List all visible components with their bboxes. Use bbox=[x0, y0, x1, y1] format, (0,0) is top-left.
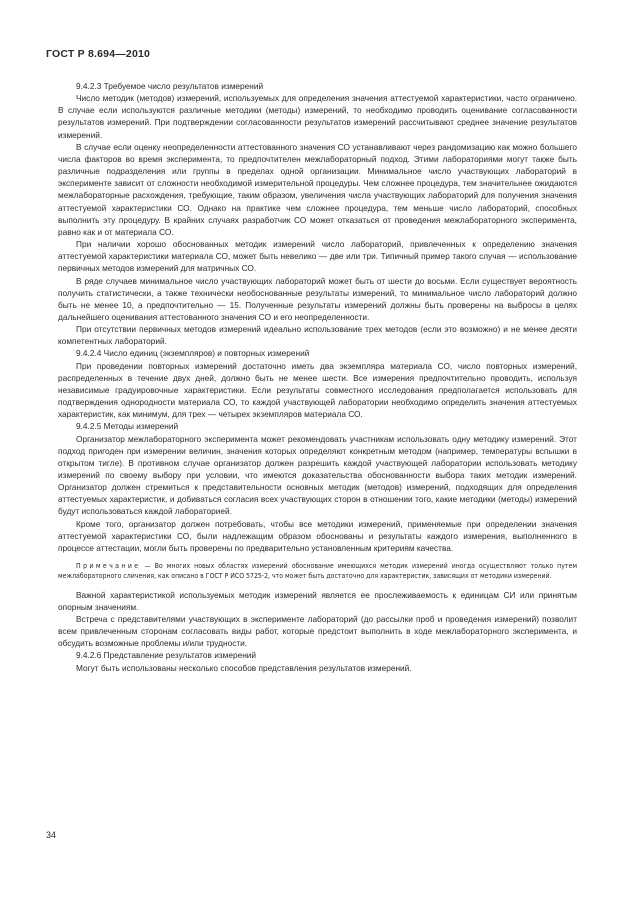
note-text: — Во многих новых областях измерений обоснование имеющихся методик измерений иногда осуществляют только путем межлабораторного сличения, как описано в ГОСТ Р ИСО 5725-2, что может быть достаточно для характеристик, зависящих от методики измерений. bbox=[58, 562, 578, 581]
note bbox=[58, 561, 577, 582]
paragraph: Встреча с представителями участвующих в эксперименте лабораторий (до рассылки проб и проведения измерений) позволит всем привлеченным сторонам согласовать виды работ, которые предстоит выполнить в ходе межлабораторного эксперимента, и обсудить возможные проблемы и/или трудности. bbox=[58, 614, 577, 649]
paragraph: Организатор межлабораторного эксперимента может рекомендовать участникам использовать одну методику измерений. Этот подход пригоден при измерении величин, значения которых определяют конкретным методом (например, температуры вспышки в открытом тигле). В противном случае организатор должен разрешить каждой участвующей лаборатории использовать методику измерений по своему выбору при условии, что имеются доказательства обоснованности выбора таких методик измерений. Организатор должен стремиться к представительности основных методик (методов) измерений, подходящих для определения аттестуемых характеристик, и добиваться согласия всех участвующих сторон в отношении того, какие методики (методы) измерений будут использоваться каждой лабораторией. bbox=[58, 433, 577, 517]
paragraph: Кроме того, организатор должен потребовать, чтобы все методики измерений, применяемые при определении значения аттестуемой характеристики СО, были надлежащим образом обоснованы и результаты каждого измерения, выполненного в процессе аттестации, могли быть проверены по предварительно установленным критериям качества. bbox=[58, 518, 577, 553]
paragraph: При проведении повторных измерений достаточно иметь два экземпляра материала СО, число повторных измерений, распределенных в течение двух дней, должно быть не менее шести. Все измерения предпочтительно проводить, используя независимые градуировочные характеристики. Если результаты совместного исследования предполагается использовать для подтверждения однородности материала СО, то каждой участвующей лаборатории необходимо определить значения аттестуемых характеристик, как минимум, для трех — четырех экземпляров материала СО. bbox=[58, 360, 577, 420]
paragraph: В ряде случаев минимальное число участвующих лабораторий может быть от шести до восьми. Если существует вероятность получить статистически, а также технически необоснованные результаты измерений, то минимальное число лабораторий должно быть не менее 10, а предпочтительно — 15. Полученные результаты измерений должны быть проверены на выбросы в целях дальнейшего оценивания аттестованного значения СО и его неопределенности. bbox=[58, 275, 577, 322]
section-heading-9-4-2-4: 9.4.2.4 Число единиц (экземпляров) и повторных измерений bbox=[76, 348, 310, 359]
paragraph: Могут быть использованы несколько способов представления результатов измерений. bbox=[76, 662, 412, 673]
section-heading-9-4-2-6: 9.4.2.6 Представление результатов измерений bbox=[76, 650, 257, 661]
paragraph: В случае если оценку неопределенности аттестованного значения СО устанавливают через рандомизацию как можно большего числа факторов во время эксперимента, то предпочтителен межлабораторный подход. Этими лабораториями могут также быть различные подразделения или группы в пределах одной организации. Минимальное число участвующих лабораторий в эксперименте зависит от сложности необходимой измерительной процедуры. Чем сложнее процедура, тем значительнее ожидаются межлабораторные расхождения, требующие, таким образом, увеличения числа участвующих лабораторий для получения значения аттестуемой характеристики СО. Однако на практике чем сложнее процедура, тем меньше число лабораторий, способных выполнить эту процедуру. В крайних случаях разработчик СО может отказаться от проведения межлабораторного эксперимента, равно как и от материала СО. bbox=[58, 141, 577, 237]
page-number: 34 bbox=[46, 830, 57, 840]
document-body bbox=[58, 80, 577, 674]
note-label: Примечание bbox=[76, 562, 141, 571]
paragraph: При наличии хорошо обоснованных методик измерений число лабораторий, привлеченных к определению значения аттестуемой характеристики материала СО, может быть невелико — две или три. Типичный пример такого случая — использование первичных методов измерений для матричных СО. bbox=[58, 239, 577, 274]
document-header: ГОСТ Р 8.694—2010 bbox=[46, 48, 151, 60]
section-heading-9-4-2-5: 9.4.2.5 Методы измерений bbox=[76, 421, 179, 432]
paragraph: При отсутствии первичных методов измерений идеально использование трех методов (если это возможно) и не менее десяти компетентных лабораторий. bbox=[58, 324, 577, 347]
section-heading-9-4-2-3: 9.4.2.3 Требуемое число результатов измерений bbox=[76, 81, 264, 91]
paragraph: Важной характеристикой используемых методик измерений является ее прослеживаемость к единицам СИ или принятым опорным значениям. bbox=[58, 589, 577, 612]
paragraph: Число методик (методов) измерений, используемых для определения значения аттестуемой характеристики, часто ограничено. В случае если используются различные методики (методы) измерений, то необходимо проводить оценивание согласованности результатов измерений. При подтверждении согласованности результатов измерений рассчитывают среднее значение результатов измерений. bbox=[58, 93, 577, 140]
